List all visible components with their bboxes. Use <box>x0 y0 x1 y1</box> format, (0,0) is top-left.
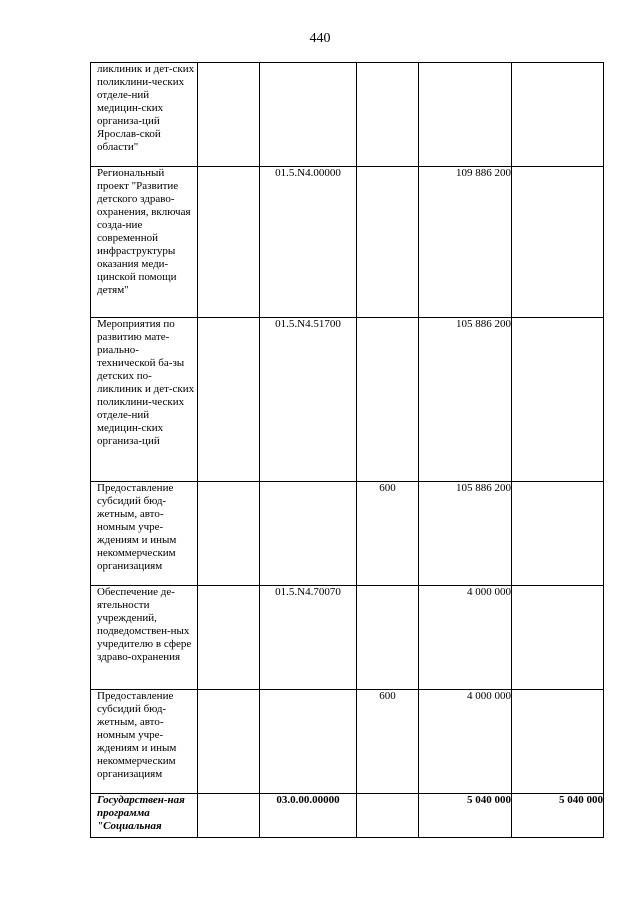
row-expense-type <box>357 318 419 482</box>
row-name: Мероприятия по развитию мате-риально-технической ба-зы детских по-ликлиник и дет-ских поликлини-ческих отделе-ний медицин-ских организа-ций <box>97 318 195 447</box>
page-number: 440 <box>309 31 331 46</box>
row-expense-type <box>357 586 419 690</box>
row-name-cell <box>91 586 198 690</box>
empty-cell <box>198 318 260 482</box>
row-code <box>260 690 357 794</box>
row-code <box>260 63 357 167</box>
row-expense-type: 600 <box>357 690 419 794</box>
empty-cell <box>198 63 260 167</box>
row-sum-next <box>512 167 604 318</box>
row-sum-next <box>512 63 604 167</box>
row-sum-next <box>512 482 604 586</box>
table-row <box>91 167 604 318</box>
row-sum-next <box>512 586 604 690</box>
row-name-cell <box>91 690 198 794</box>
row-name: Предоставление субсидий бюд-жетным, авто-номным учре-ждениям и иным некоммерческим организациям <box>97 690 177 780</box>
empty-cell <box>198 586 260 690</box>
empty-cell <box>198 690 260 794</box>
row-code: 01.5.N4.51700 <box>260 318 357 482</box>
row-expense-type <box>357 167 419 318</box>
row-sum-current: 4 000 000 <box>419 690 512 794</box>
row-sum-next <box>512 318 604 482</box>
row-sum-next <box>512 690 604 794</box>
row-sum-current: 5 040 000 <box>419 794 512 838</box>
row-name: ликлиник и дет-ских поликлини-ческих отделе-ний медицин-ских организа-ций Ярослав-ской области" <box>97 63 195 153</box>
row-expense-type <box>357 794 419 838</box>
table-row <box>91 63 604 167</box>
table-row <box>91 586 604 690</box>
row-sum-current: 109 886 200 <box>419 167 512 318</box>
empty-cell <box>198 794 260 838</box>
row-expense-type: 600 <box>357 482 419 586</box>
empty-cell <box>198 482 260 586</box>
row-name-cell <box>91 318 198 482</box>
row-sum-current: 105 886 200 <box>419 482 512 586</box>
row-name-cell <box>91 63 198 167</box>
table-row <box>91 794 604 838</box>
row-name-cell <box>91 482 198 586</box>
table-row <box>91 482 604 586</box>
empty-cell <box>198 167 260 318</box>
row-code <box>260 482 357 586</box>
table-row <box>91 690 604 794</box>
budget-table <box>90 62 604 838</box>
row-name-cell <box>91 167 198 318</box>
row-name: Предоставление субсидий бюд-жетным, авто-номным учре-ждениям и иным некоммерческим организациям <box>97 482 177 572</box>
table-row <box>91 318 604 482</box>
row-code: 03.0.00.00000 <box>260 794 357 838</box>
row-sum-current <box>419 63 512 167</box>
row-name: Обеспечение де-ятельности учреждений, подведомствен-ных учредителю в сфере здраво-охранения <box>97 586 192 663</box>
row-code: 01.5.N4.00000 <box>260 167 357 318</box>
row-sum-current: 4 000 000 <box>419 586 512 690</box>
row-name: Государствен-ная программа "Социальная <box>97 794 185 832</box>
row-code: 01.5.N4.70070 <box>260 586 357 690</box>
row-name-cell <box>91 794 198 838</box>
row-name: Региональный проект "Развитие детского здраво-охранения, включая созда-ние современной инфраструктуры оказания меди-цинской помощи детям" <box>97 167 191 296</box>
row-sum-current: 105 886 200 <box>419 318 512 482</box>
row-expense-type <box>357 63 419 167</box>
row-sum-next: 5 040 000 <box>512 794 604 838</box>
